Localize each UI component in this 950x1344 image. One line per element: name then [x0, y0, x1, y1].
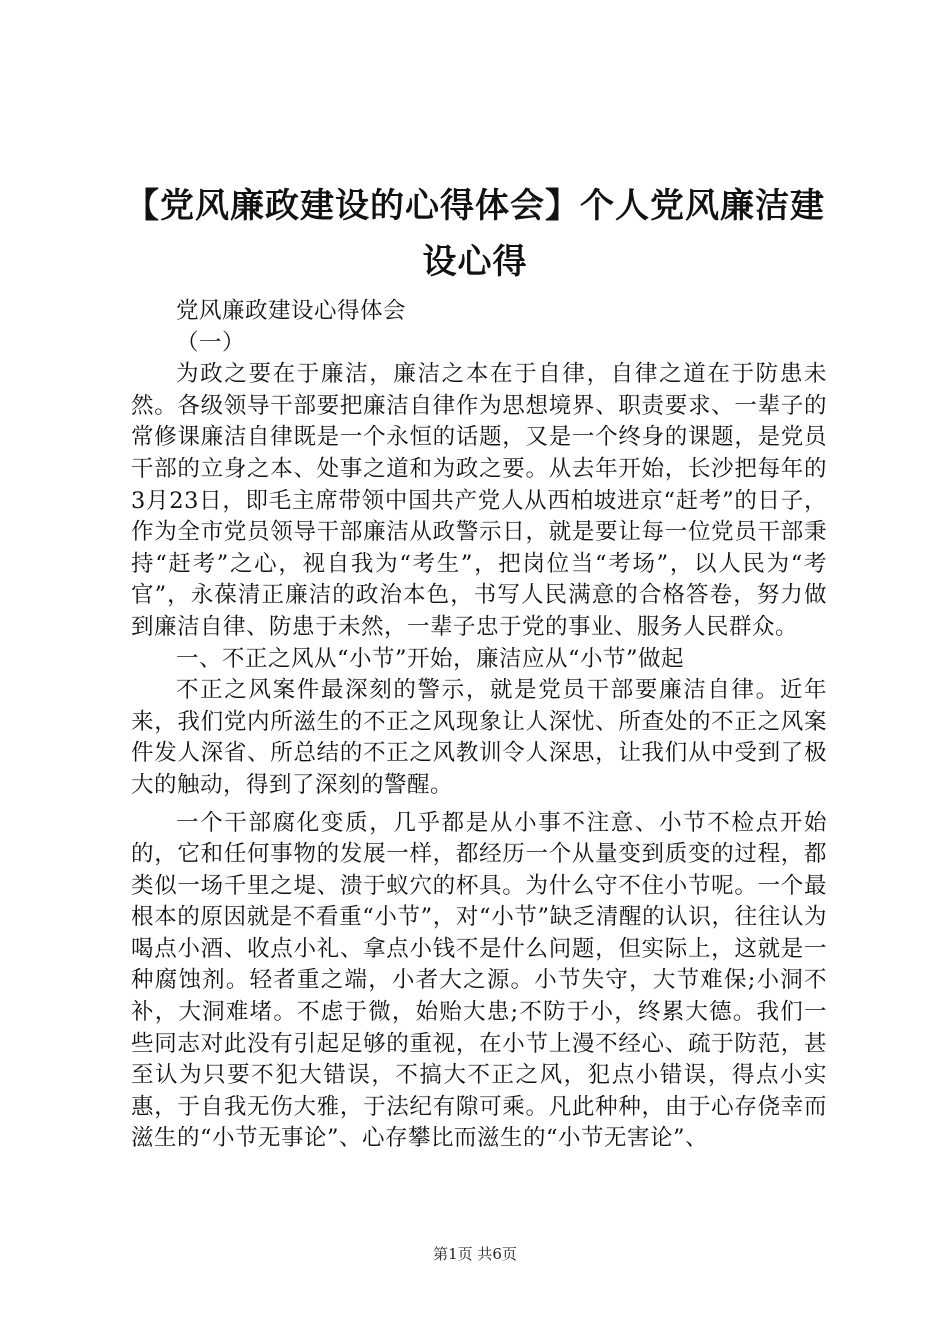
document-subtitle: 党风廉政建设心得体会 [176, 298, 407, 324]
paragraph-2: 不正之风案件最深刻的警示，就是党员干部要廉洁自律。近年来，我们党内所滋生的不正之风现象让人深忧、所查处的不正之风案件发人深省、所总结的不正之风教训令人深思，让我们从中受到了极大的触动，得到了深刻的警醒。 [131, 677, 827, 798]
paragraph-1: 为政之要在于廉洁，廉洁之本在于自律，自律之道在于防患未然。各级领导干部要把廉洁自律作为思想境界、职责要求、一辈子的常修课廉洁自律既是一个永恒的话题，又是一个终身的课题，是党员干部的立身之本、处事之道和为政之要。从去年开始，长沙把每年的3月23日，即毛主席带领中国共产党人从西柏坡进京“赶考”的日子，作为全市党员领导干部廉洁从政警示日，就是要让每一位党员干部秉持“赶考”之心，视自我为“考生”，把岗位当“考场”，以人民为“考官”，永葆清正廉洁的政治本色，书写人民满意的合格答卷，努力做到廉洁自律、防患于未然，一辈子忠于党的事业、服务人民群众。 [131, 361, 827, 640]
document-title: 【党风廉政建设的心得体会】个人党风廉洁建设心得 [125, 186, 825, 282]
page-footer: 第1页 共6页 [433, 1245, 517, 1263]
paragraph-3: 一个干部腐化变质，几乎都是从小事不注意、小节不检点开始的，它和任何事物的发展一样，都经历一个从量变到质变的过程，都类似一场千里之堤、溃于蚁穴的杯具。为什么守不住小节呢。一个最根本的原因就是不看重“小节”，对“小节”缺乏清醒的认识，往往认为喝点小酒、收点小礼、拿点小钱不是什么问题，但实际上，这就是一种腐蚀剂。轻者重之端，小者大之源。小节失守，大节难保;小洞不补，大洞难堵。不虑于微，始贻大患;不防于小，终累大德。我们一些同志对此没有引起足够的重视，在小节上漫不经心、疏于防范，甚至认为只要不犯大错误，不搞大不正之风，犯点小错误，得点小实惠，于自我无伤大雅，于法纪有隙可乘。凡此种种，由于心存侥幸而滋生的“小节无事论”、心存攀比而滋生的“小节无害论”、 [131, 809, 827, 1152]
section-number: （一） [176, 329, 246, 356]
document-body [131, 296, 827, 1155]
section-heading-1: 一、不正之风从“小节”开始，廉洁应从“小节”做起 [176, 645, 685, 672]
